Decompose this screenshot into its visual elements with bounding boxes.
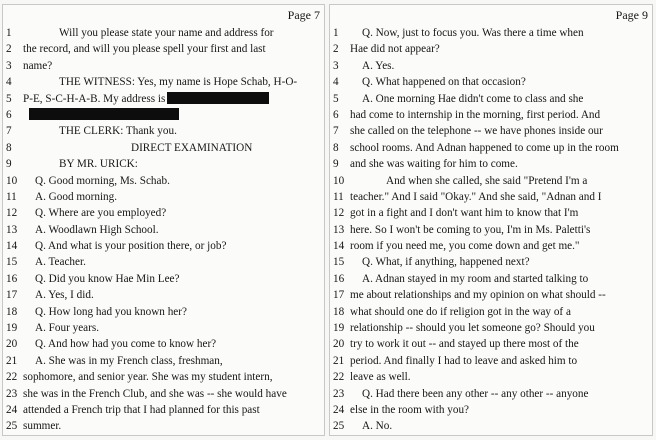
line-number: 16 — [333, 272, 345, 285]
line-text — [23, 41, 266, 57]
line-text — [350, 41, 440, 57]
transcript-line — [3, 254, 324, 270]
line-text-content: teacher." And I said "Okay." And she said, "Adnan and I — [350, 190, 602, 203]
line-number: 19 — [6, 322, 18, 335]
line-text-content: she was in the French Club, and she was -- she would have — [23, 387, 287, 400]
line-number: 10 — [333, 174, 345, 187]
line-text — [23, 123, 177, 139]
line-text-content: DIRECT EXAMINATION — [131, 141, 253, 154]
line-text — [350, 189, 602, 205]
line-text-content: relationship -- should you let someone go? Should you — [350, 322, 595, 335]
transcript-lines — [330, 25, 652, 435]
transcript-line — [3, 205, 324, 221]
line-text-content: A. Adnan stayed in my room and started talking to — [362, 272, 589, 285]
transcript-line — [330, 41, 652, 57]
line-text — [23, 418, 61, 434]
line-number: 6 — [6, 108, 12, 121]
line-text — [350, 353, 577, 369]
transcript-line — [330, 173, 652, 189]
line-text — [23, 74, 297, 90]
line-text — [23, 402, 260, 418]
line-text — [350, 107, 600, 123]
line-text-content: sophomore, and senior year. She was my student intern, — [23, 371, 273, 384]
line-text-content: school rooms. And Adnan happened to come up in the room — [350, 141, 619, 154]
line-number: 8 — [6, 141, 12, 154]
transcript-line — [330, 140, 652, 156]
transcript-line — [3, 91, 324, 107]
line-number: 20 — [6, 338, 18, 351]
line-text — [23, 25, 274, 41]
transcript-line — [330, 386, 652, 402]
line-number: 5 — [6, 92, 12, 105]
transcript-line — [3, 336, 324, 352]
line-text-content: the record, and will you please spell your first and last — [23, 43, 266, 56]
line-text-content: here. So I won't be coming to you, I'm in Ms. Paletti's — [350, 223, 591, 236]
transcript-line — [330, 107, 652, 123]
transcript-line — [3, 238, 324, 254]
line-text — [350, 123, 603, 139]
line-number: 24 — [333, 403, 345, 416]
line-number: 16 — [6, 272, 18, 285]
line-text — [350, 386, 588, 402]
transcript-line — [3, 25, 324, 41]
line-text — [23, 107, 179, 123]
line-text-content: Q. Good morning, Ms. Schab. — [35, 174, 170, 187]
line-text-content: Q. And what is your position there, or job? — [35, 240, 227, 253]
line-text-content: Q. How long had you known her? — [35, 305, 187, 318]
line-text-content: had come to internship in the morning, first period. And — [350, 108, 601, 121]
line-number: 18 — [6, 305, 18, 318]
transcript-line — [330, 320, 652, 336]
line-number: 14 — [6, 240, 18, 253]
redaction-bar — [167, 92, 269, 104]
line-text-content: A. No. — [362, 420, 393, 433]
line-text — [350, 25, 584, 41]
line-text — [23, 369, 273, 385]
line-text-content: Q. What happened on that occasion? — [362, 76, 526, 89]
line-number: 3 — [333, 59, 339, 72]
line-number: 21 — [333, 354, 345, 367]
transcript-line — [3, 402, 324, 418]
line-number: 25 — [6, 420, 18, 433]
line-text-content: and she was waiting for him to come. — [350, 158, 518, 171]
line-text-content: try to work it out -- and stayed up there most of the — [350, 338, 579, 351]
line-text — [23, 254, 86, 270]
transcript-line — [3, 189, 324, 205]
line-number: 11 — [6, 190, 17, 203]
line-number: 24 — [6, 403, 18, 416]
page-number: Page 7 — [287, 8, 320, 22]
transcript-line — [330, 189, 652, 205]
line-number: 7 — [6, 125, 12, 138]
transcript-line — [3, 156, 324, 172]
line-number: 15 — [333, 256, 345, 269]
transcript-line — [3, 41, 324, 57]
line-text-content: A. One morning Hae didn't come to class and she — [362, 92, 584, 105]
line-text-content: me about relationships and my opinion on what should -- — [350, 289, 606, 302]
line-text — [23, 304, 187, 320]
line-number: 4 — [6, 76, 12, 89]
line-text — [350, 336, 579, 352]
transcript-line — [3, 304, 324, 320]
line-number: 23 — [333, 387, 345, 400]
transcript-line — [330, 304, 652, 320]
line-number: 25 — [333, 420, 345, 433]
line-text — [350, 271, 588, 287]
line-number: 13 — [333, 223, 345, 236]
transcript-line — [3, 287, 324, 303]
line-text-content: THE WITNESS: Yes, my name is Hope Schab, H-O- — [59, 76, 298, 89]
line-text-content: A. She was in my French class, freshman, — [35, 354, 223, 367]
line-number: 22 — [333, 371, 345, 384]
line-text-content: attended a French trip that I had planned for this past — [23, 403, 260, 416]
line-text-content: A. Four years. — [35, 322, 100, 335]
line-text — [350, 173, 587, 189]
transcript-line — [330, 25, 652, 41]
line-number: 3 — [6, 59, 12, 72]
transcript-line — [3, 386, 324, 402]
line-text-content: P-E, S-C-H-A-B. My address is — [23, 92, 166, 105]
line-text — [23, 173, 170, 189]
transcript-line — [3, 58, 324, 74]
line-text — [23, 353, 223, 369]
line-text — [350, 320, 595, 336]
line-number: 8 — [333, 141, 339, 154]
line-number: 1 — [6, 27, 12, 39]
line-number: 7 — [333, 125, 339, 138]
line-number: 21 — [6, 354, 18, 367]
line-number: 15 — [6, 256, 18, 269]
transcript-line — [330, 74, 652, 90]
line-number: 2 — [6, 43, 12, 56]
line-text — [23, 205, 166, 221]
transcript-line — [330, 254, 652, 270]
transcript-line — [3, 418, 324, 434]
line-text — [350, 205, 578, 221]
line-number: 10 — [6, 174, 18, 187]
line-text — [350, 156, 518, 172]
transcript-line — [330, 205, 652, 221]
line-text-content: BY MR. URICK: — [59, 158, 138, 171]
line-number: 11 — [333, 190, 344, 203]
line-number: 6 — [333, 108, 339, 121]
transcript-line — [330, 353, 652, 369]
line-number: 18 — [333, 305, 345, 318]
transcript-line — [330, 58, 652, 74]
line-text-content: A. Woodlawn High School. — [35, 223, 159, 236]
line-text-content: Q. And how had you come to know her? — [35, 338, 217, 351]
line-text-content: else in the room with you? — [350, 403, 469, 416]
line-number: 9 — [333, 158, 339, 171]
line-number: 2 — [333, 43, 339, 56]
transcript-line — [330, 418, 652, 434]
line-text — [23, 156, 138, 172]
line-text — [23, 320, 99, 336]
line-text — [23, 222, 159, 238]
page-number: Page 9 — [615, 8, 648, 22]
line-text — [23, 91, 269, 107]
line-text — [23, 287, 94, 303]
line-text — [350, 418, 392, 434]
transcript-line — [330, 238, 652, 254]
line-text-content: A. Yes. — [362, 59, 395, 72]
transcript-line — [330, 287, 652, 303]
line-text-content: room if you need me, you come down and get me." — [350, 240, 580, 253]
transcript-line — [3, 140, 324, 156]
line-text-content: Q. What, if anything, happened next? — [362, 256, 530, 269]
transcript-line — [330, 91, 652, 107]
line-text-content: summer. — [23, 420, 62, 433]
line-text-content: Hae did not appear? — [350, 43, 440, 56]
line-text — [350, 402, 469, 418]
line-number: 9 — [6, 158, 12, 171]
line-text — [350, 287, 606, 303]
transcript-line — [330, 156, 652, 172]
line-text — [350, 140, 619, 156]
transcript-line — [3, 107, 324, 123]
line-text-content: And when she called, she said "Pretend I'm a — [386, 174, 588, 187]
transcript-line — [3, 123, 324, 139]
transcript-line — [3, 320, 324, 336]
line-text — [350, 304, 571, 320]
line-text-content: A. Teacher. — [35, 256, 86, 269]
line-text — [350, 222, 590, 238]
line-text-content: leave as well. — [350, 371, 411, 384]
transcript-line — [3, 74, 324, 90]
line-text — [350, 254, 530, 270]
line-number: 5 — [333, 92, 339, 105]
line-text — [23, 58, 52, 74]
transcript-line — [330, 336, 652, 352]
transcript-line — [330, 271, 652, 287]
line-text-content: Will you please state your name and address for — [59, 27, 274, 39]
line-number: 22 — [6, 371, 18, 384]
line-text-content: name? — [23, 59, 53, 72]
transcript-line — [330, 369, 652, 385]
line-text — [23, 271, 179, 287]
transcript-line — [330, 402, 652, 418]
transcript-page-left — [2, 4, 325, 436]
transcript-line — [330, 123, 652, 139]
line-number: 12 — [6, 207, 18, 220]
line-text — [350, 91, 583, 107]
line-number: 12 — [333, 207, 345, 220]
line-text — [350, 74, 526, 90]
line-text — [350, 238, 580, 254]
line-text-content: got in a fight and I don't want him to know that I'm — [350, 207, 579, 220]
line-text-content: Q. Where are you employed? — [35, 207, 167, 220]
transcript-line — [3, 271, 324, 287]
line-text — [23, 140, 252, 156]
line-text — [23, 386, 287, 402]
transcript-line — [3, 222, 324, 238]
line-text-content: Q. Had there been any other -- any other -- anyone — [362, 387, 589, 400]
line-number: 17 — [6, 289, 18, 302]
line-text — [350, 369, 411, 385]
line-number: 19 — [333, 322, 345, 335]
line-number: 4 — [333, 76, 339, 89]
line-text — [23, 189, 117, 205]
line-text-content: A. Yes, I did. — [35, 289, 94, 302]
line-number: 13 — [6, 223, 18, 236]
redaction-bar — [29, 108, 179, 120]
line-text — [23, 238, 226, 254]
line-text-content: she called on the telephone -- we have phones inside our — [350, 125, 603, 138]
line-text — [350, 58, 394, 74]
line-text-content: A. Good morning. — [35, 190, 118, 203]
line-text-content: what should one do if religion got in the way of a — [350, 305, 571, 318]
line-number: 23 — [6, 387, 18, 400]
line-number: 1 — [333, 27, 339, 39]
transcript-line — [3, 353, 324, 369]
transcript-page-right — [329, 4, 653, 436]
line-number: 17 — [333, 289, 345, 302]
line-number: 14 — [333, 240, 345, 253]
line-text-content: Q. Did you know Hae Min Lee? — [35, 272, 180, 285]
line-text-content: THE CLERK: Thank you. — [59, 125, 177, 138]
transcript-line — [3, 369, 324, 385]
line-number: 20 — [333, 338, 345, 351]
transcript-line — [330, 222, 652, 238]
transcript-line — [3, 173, 324, 189]
line-text-content: period. And finally I had to leave and asked him to — [350, 354, 578, 367]
line-text-content: Q. Now, just to focus you. Was there a time when — [362, 27, 584, 39]
transcript-lines — [3, 25, 324, 435]
line-text — [23, 336, 216, 352]
